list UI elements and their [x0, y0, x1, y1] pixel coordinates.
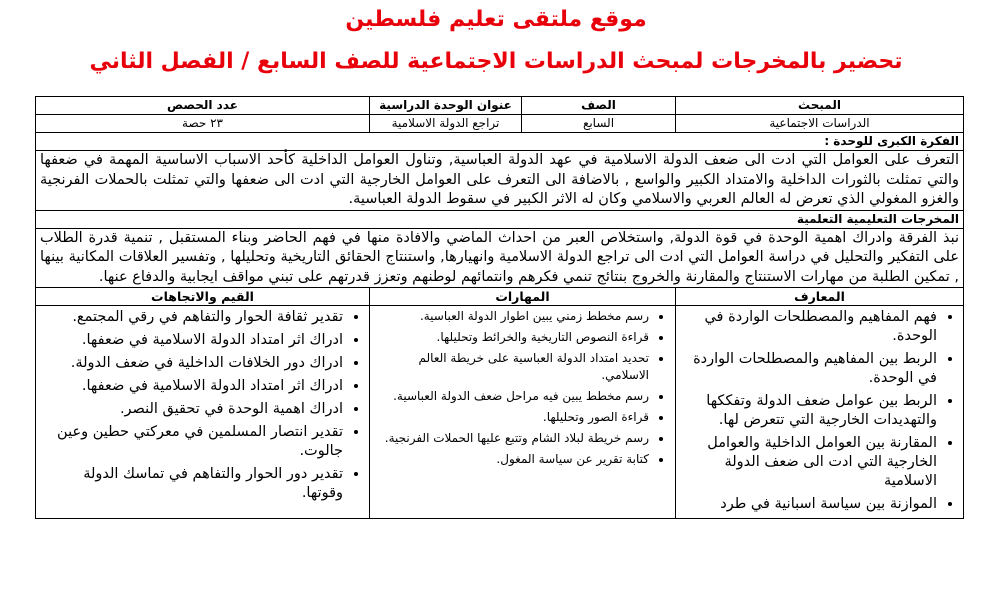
list-item: • رسم خريطة لبلاد الشام وتتبع عليها الحملات الفرنجية. [376, 430, 649, 447]
subject-header: المبحث [676, 97, 964, 115]
skills-heading: المهارات [370, 288, 676, 306]
knowledge-heading: المعارف [676, 288, 964, 306]
values-cell [36, 306, 370, 519]
outcomes-row [36, 228, 964, 288]
big-idea-heading: الفكرة الكبرى للوحدة : [36, 133, 964, 151]
list-item: • تحديد امتداد الدولة العباسية على خريطة العالم الاسلامي. [376, 350, 649, 384]
list-item: • ادراك دور الخلافات الداخلية في ضعف الدولة. [42, 354, 343, 373]
list-item: • تقدير ثقافة الحوار والتفاهم في رقي المجتمع. [42, 308, 343, 327]
list-item: • المقارنة بين العوامل الداخلية والعوامل الخارجية التي ادت الى ضعف الدولة الاسلامية [682, 434, 937, 491]
knowledge-list [680, 308, 959, 514]
list-item: • كتابة تقرير عن سياسة المغول. [376, 451, 649, 468]
list-item: • فهم المفاهيم والمصطلحات الواردة في الوحدة. [682, 308, 937, 346]
unit-title-header: عنوان الوحدة الدراسية [370, 97, 522, 115]
list-item: • الربط بين عوامل ضعف الدولة وتفككها والتهديدات الخارجية التي تتعرض لها. [682, 392, 937, 430]
info-value-row [36, 115, 964, 133]
outcomes-heading: المخرجات التعليمية التعلمية [36, 210, 964, 228]
big-idea-text: التعرف على العوامل التي ادت الى ضعف الدولة الاسلامية في عهد الدولة العباسية, وتناول العوامل الداخلية كأحد الاسباب الاساسية المهمة في ضعفها والتي تمثلت بالثورات الداخلية والامتداد الكبير والواسع , بالاضافة الى التعرف على العوامل الخارجية التي ادت الى ضعفها والتي تمثلت بالحملات الفرنجية والغزو المغولي الذي تعرض له العالم العربي والاسلامي وكان له الاثر الكبير في سقوط الدولة العباسية. [36, 151, 964, 211]
skills-list [374, 308, 671, 468]
list-item: • رسم مخطط زمني يبين اطوار الدولة العباسية. [376, 308, 649, 325]
columns-heading-row [36, 288, 964, 306]
lessons-count-value: ٢٣ حصة [36, 115, 370, 133]
skills-cell [370, 306, 676, 519]
list-item: • ادراك اثر امتداد الدولة الاسلامية في ضعفها. [42, 377, 343, 396]
page-title: موقع ملتقى تعليم فلسطين [345, 7, 647, 32]
list-item: • تقدير انتصار المسلمين في معركتي حطين وعين جالوت. [42, 423, 343, 461]
page-subtitle: تحضير بالمخرجات لمبحث الدراسات الاجتماعية للصف السابع / الفصل الثاني [89, 49, 903, 74]
lessons-count-header: عدد الحصص [36, 97, 370, 115]
values-list [40, 308, 365, 503]
list-item: • الموازنة بين سياسة اسبانية في طرد [682, 495, 937, 514]
unit-title-value: تراجع الدولة الاسلامية [370, 115, 522, 133]
big-idea-row [36, 151, 964, 211]
grade-header: الصف [522, 97, 676, 115]
lesson-plan-table [35, 96, 964, 519]
subject-value: الدراسات الاجتماعية [676, 115, 964, 133]
values-heading: القيم والاتجاهات [36, 288, 370, 306]
grade-value: السابع [522, 115, 676, 133]
list-item: • ادراك اهمية الوحدة في تحقيق النصر. [42, 400, 343, 419]
list-item: • رسم مخطط يبين فيه مراحل ضعف الدولة العباسية. [376, 388, 649, 405]
list-item: • الربط بين المفاهيم والمصطلحات الواردة في الوحدة. [682, 350, 937, 388]
outcomes-heading-row [36, 210, 964, 228]
outcomes-text: نبذ الفرقة وادراك اهمية الوحدة في قوة الدولة, واستخلاص العبر من احداث الماضي والافادة منها في فهم الحاضر وبناء المستقبل , تنمية قدرة الطلاب على التفكير والتحليل في دراسة العوامل التي ادت الى تراجع الدولة الاسلامية وانهيارها, واستنتاج الحقائق التاريخية وتحليلها , وتفسير العلاقات المكانية بينها , تمكين الطلبة من مهارات الاستنتاج والمقارنة والخروج بنتائج تنمي فكرهم وانتمائهم لوطنهم وتعزز قدرتهم على تبني مواقف ايجابية والدفاع عنها. [36, 228, 964, 288]
list-item: • قراءة الصور وتحليلها. [376, 409, 649, 426]
list-item: • تقدير دور الحوار والتفاهم في تماسك الدولة وقوتها. [42, 465, 343, 503]
list-item: • قراءة النصوص التاريخية والخرائط وتحليلها. [376, 329, 649, 346]
big-idea-heading-row [36, 133, 964, 151]
info-header-row [36, 97, 964, 115]
list-item: • ادراك اثر امتداد الدولة الاسلامية في ضعفها. [42, 331, 343, 350]
columns-content-row [36, 306, 964, 519]
knowledge-cell [676, 306, 964, 519]
